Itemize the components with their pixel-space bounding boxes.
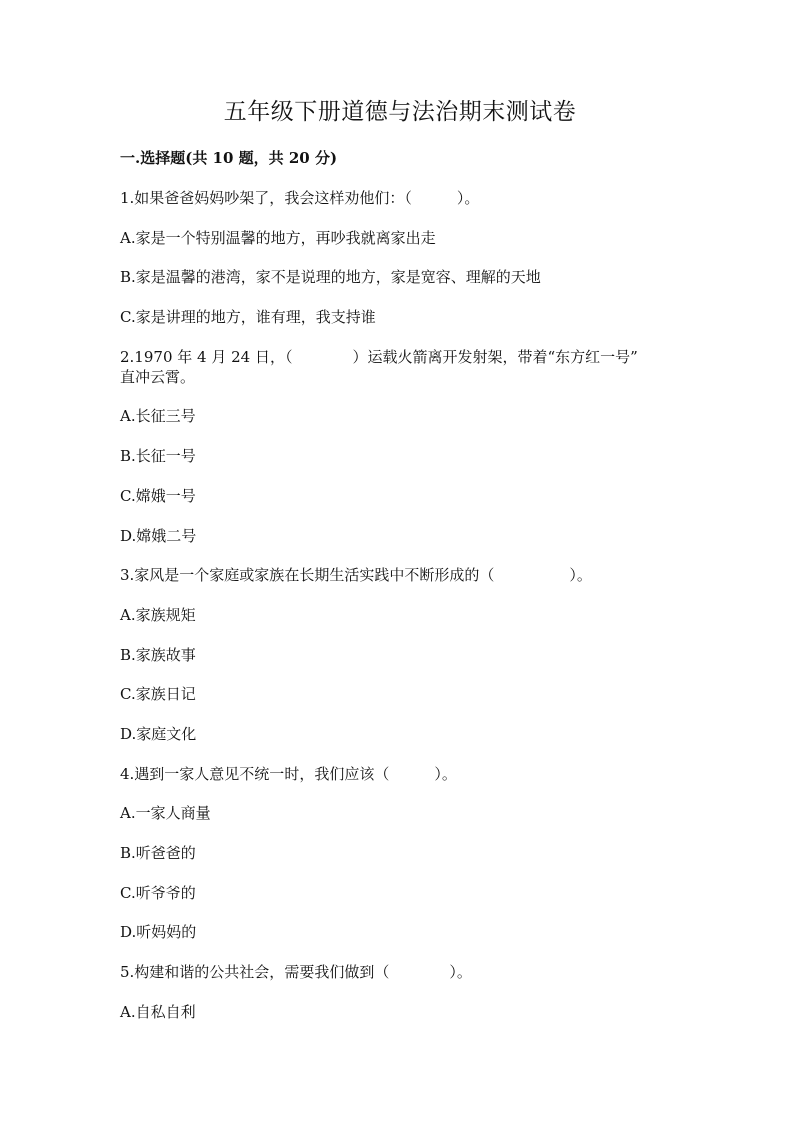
question-2-option-b: B.长征一号	[120, 447, 196, 465]
question-1-option-a: A.家是一个特别温馨的地方，再吵我就离家出走	[120, 229, 436, 247]
question-2-option-c: C.嫦娥一号	[120, 487, 196, 505]
question-4-option-d: D.听妈妈的	[120, 923, 197, 941]
question-1-stem: 1.如果爸爸妈妈吵架了，我会这样劝他们：（ ）。	[120, 189, 480, 207]
question-3-option-c: C.家族日记	[120, 685, 196, 703]
question-2-option-d: D.嫦娥二号	[120, 527, 197, 545]
question-4-stem: 4.遇到一家人意见不统一时，我们应该（ ）。	[120, 765, 457, 783]
question-2-stem-line1: 2.1970 年 4 月 24 日，（ ）运载火箭离开发射架，带着“东方红一号”	[120, 348, 638, 366]
question-3-option-b: B.家族故事	[120, 646, 196, 664]
question-3-option-a: A.家族规矩	[120, 606, 196, 624]
section-heading: 一.选择题(共 10 题，共 20 分)	[120, 149, 338, 167]
question-1-option-c: C.家是讲理的地方，谁有理，我支持谁	[120, 308, 376, 326]
page-title: 五年级下册道德与法治期末测试卷	[223, 99, 577, 125]
question-4-option-a: A.一家人商量	[120, 804, 211, 822]
question-3-option-d: D.家庭文化	[120, 725, 197, 743]
question-2-option-a: A.长征三号	[120, 407, 196, 425]
question-5-stem: 5.构建和谐的公共社会，需要我们做到（ ）。	[120, 963, 472, 981]
question-4-option-b: B.听爸爸的	[120, 844, 196, 862]
question-2-stem-line2: 直冲云霄。	[120, 368, 196, 386]
question-5-option-a: A.自私自利	[120, 1003, 196, 1021]
question-3-stem: 3.家风是一个家庭或家族在长期生活实践中不断形成的（ ）。	[120, 566, 592, 584]
question-4-option-c: C.听爷爷的	[120, 884, 196, 902]
question-1-option-b: B.家是温馨的港湾，家不是说理的地方，家是宽容、理解的天地	[120, 268, 541, 286]
